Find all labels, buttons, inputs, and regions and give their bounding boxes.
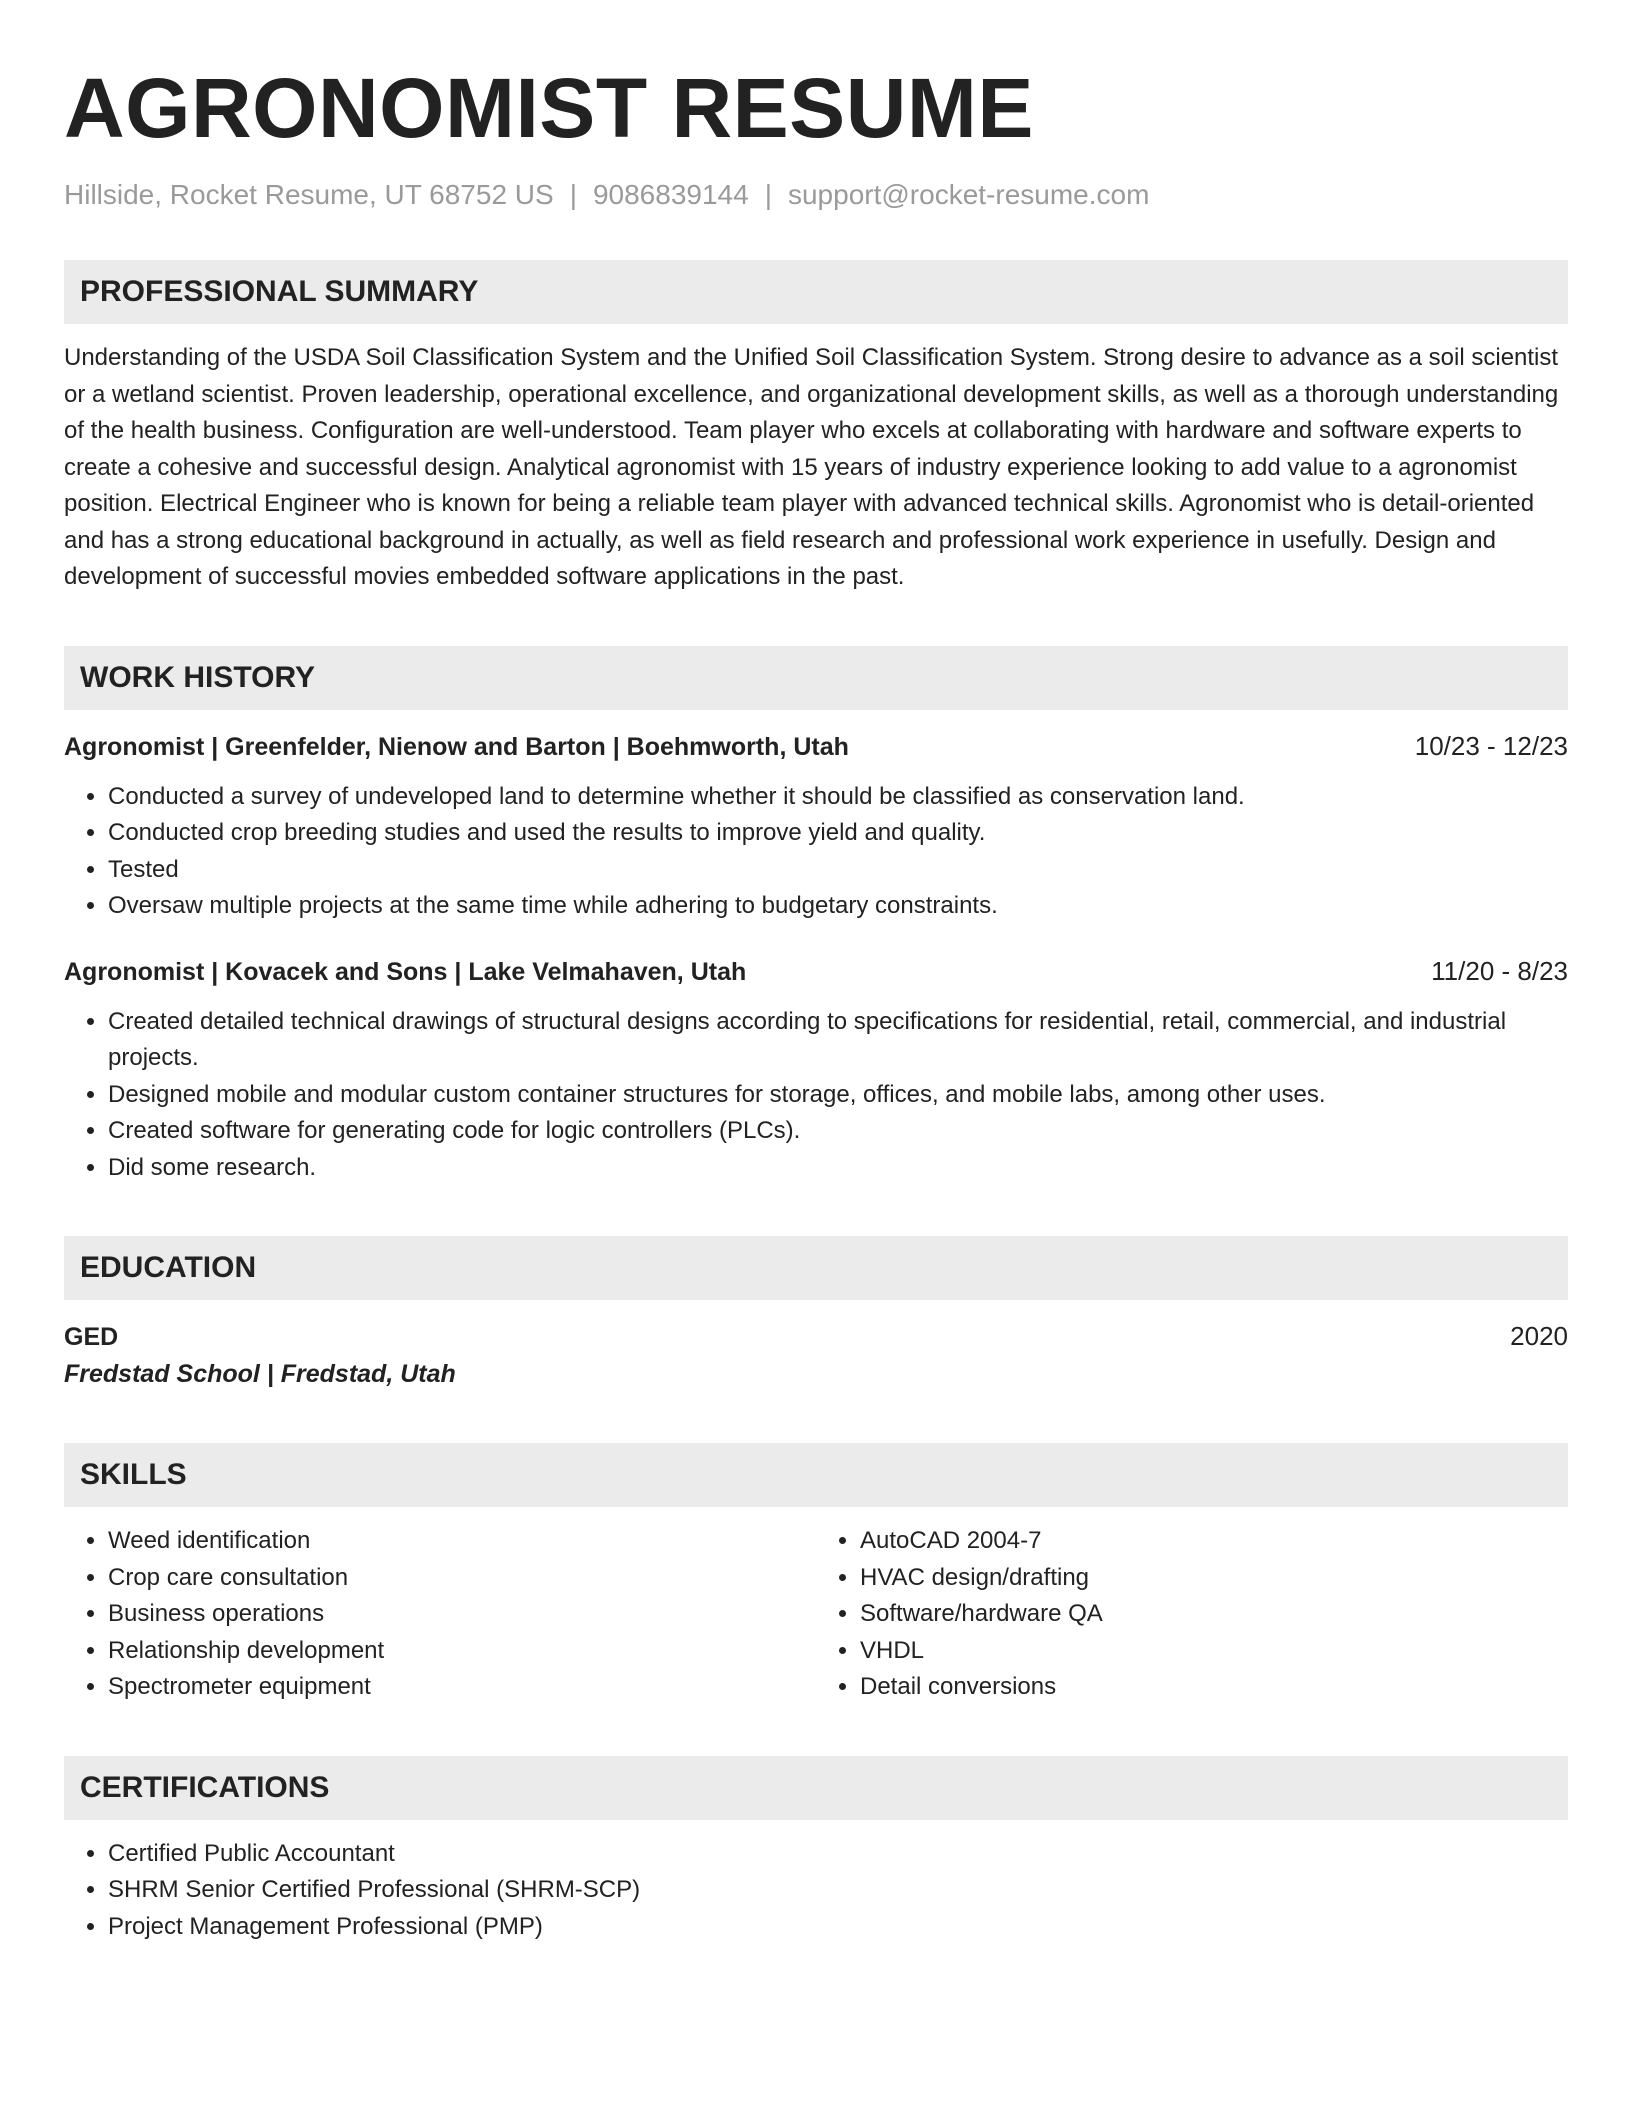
- skills-section: [64, 1443, 1568, 1706]
- list-item: • Spectrometer equipment: [108, 1669, 816, 1706]
- education-degree: GED: [64, 1323, 119, 1351]
- list-item: • Designed mobile and modular custom container structures for storage, offices, and mobile labs, among other uses.: [108, 1077, 1568, 1114]
- work-history-section: [64, 646, 1568, 1187]
- list-item: • Oversaw multiple projects at the same time while adhering to budgetary constraints.: [108, 888, 1568, 925]
- list-item: • Software/hardware QA: [860, 1596, 1568, 1633]
- contact-address: Hillside, Rocket Resume, UT 68752 US: [64, 179, 554, 210]
- list-item: • AutoCAD 2004-7: [860, 1523, 1568, 1560]
- list-item: • Certified Public Accountant: [108, 1836, 1568, 1873]
- job-header: [64, 953, 1568, 990]
- certifications-heading: CERTIFICATIONS: [80, 1770, 330, 1804]
- skills-heading: SKILLS: [80, 1458, 187, 1491]
- job-dates: 10/23 - 12/23: [1414, 730, 1568, 761]
- contact-phone: 9086839144: [592, 179, 749, 210]
- section-header: [64, 646, 1568, 710]
- job-title: Agronomist | Kovacek and Sons | Lake Velmahaven, Utah: [64, 957, 747, 986]
- contact-separator: |: [764, 179, 772, 210]
- list-item: • Tested: [108, 852, 1568, 889]
- list-item: • Weed identification: [108, 1523, 816, 1560]
- job-entry: [64, 728, 1568, 925]
- job-bullets: [64, 779, 1568, 925]
- education-year: 2020: [1510, 1321, 1568, 1351]
- section-header: [64, 1443, 1568, 1507]
- list-item: • Conducted crop breeding studies and used the results to improve yield and quality.: [108, 815, 1568, 852]
- contact-line: [64, 178, 1568, 212]
- list-item: • SHRM Senior Certified Professional (SHRM-SCP): [108, 1872, 1568, 1909]
- contact-separator: |: [569, 179, 577, 210]
- resume-title: AGRONOMIST RESUME: [64, 61, 1034, 155]
- skills-left-column: [64, 1523, 816, 1706]
- list-item: • Created software for generating code for logic controllers (PLCs).: [108, 1113, 1568, 1150]
- summary-section: [64, 260, 1568, 596]
- certifications-section: [64, 1756, 1568, 1946]
- list-item: • Crop care consultation: [108, 1560, 816, 1597]
- list-item: • Did some research.: [108, 1150, 1568, 1187]
- education-school: Fredstad School | Fredstad, Utah: [64, 1360, 456, 1388]
- summary-heading: PROFESSIONAL SUMMARY: [80, 275, 479, 308]
- contact-email: support@rocket-resume.com: [787, 179, 1150, 210]
- section-header: [64, 1756, 1568, 1820]
- job-header: [64, 728, 1568, 765]
- job-dates: 11/20 - 8/23: [1431, 955, 1568, 986]
- section-header: [64, 260, 1568, 324]
- job-title: Agronomist | Greenfelder, Nienow and Barton | Boehmworth, Utah: [64, 732, 849, 761]
- education-header: [64, 1318, 1568, 1355]
- skills-grid: [64, 1523, 1568, 1706]
- list-item: • Relationship development: [108, 1633, 816, 1670]
- list-item: • HVAC design/drafting: [860, 1560, 1568, 1597]
- job-bullets: [64, 1004, 1568, 1187]
- list-item: • Detail conversions: [860, 1669, 1568, 1706]
- list-item: • Business operations: [108, 1596, 816, 1633]
- job-entry: [64, 953, 1568, 1187]
- education-entry: [64, 1318, 1568, 1393]
- certifications-list: [64, 1836, 1568, 1946]
- list-item: • Conducted a survey of undeveloped land to determine whether it should be classified as conservation land.: [108, 779, 1568, 816]
- education-heading: EDUCATION: [80, 1251, 257, 1284]
- work-history-heading: WORK HISTORY: [80, 660, 316, 694]
- list-item: • VHDL: [860, 1633, 1568, 1670]
- skills-right-column: [816, 1523, 1568, 1706]
- education-section: [64, 1236, 1568, 1393]
- section-header: [64, 1236, 1568, 1300]
- summary-text: Understanding of the USDA Soil Classification System and the Unified Soil Classification System. Strong desire to advance as a soil scientist or a wetland scientist. Proven leadership, operational excellence, and organizational development skills, as well as a thorough understanding of the health business. Configuration are well-understood. Team player who excels at collaborating with hardware and software experts to create a cohesive and successful design. Analytical agronomist with 15 years of industry experience looking to add value to a agronomist position. Electrical Engineer who is known for being a reliable team player with advanced technical skills. Agronomist who is detail-oriented and has a strong educational background in actually, as well as field research and professional work experience in usefully. Design and development of successful movies embedded software applications in the past.: [64, 344, 1559, 590]
- list-item: • Project Management Professional (PMP): [108, 1909, 1568, 1946]
- list-item: • Created detailed technical drawings of structural designs according to specifications for residential, retail, commercial, and industrial projects.: [108, 1004, 1568, 1077]
